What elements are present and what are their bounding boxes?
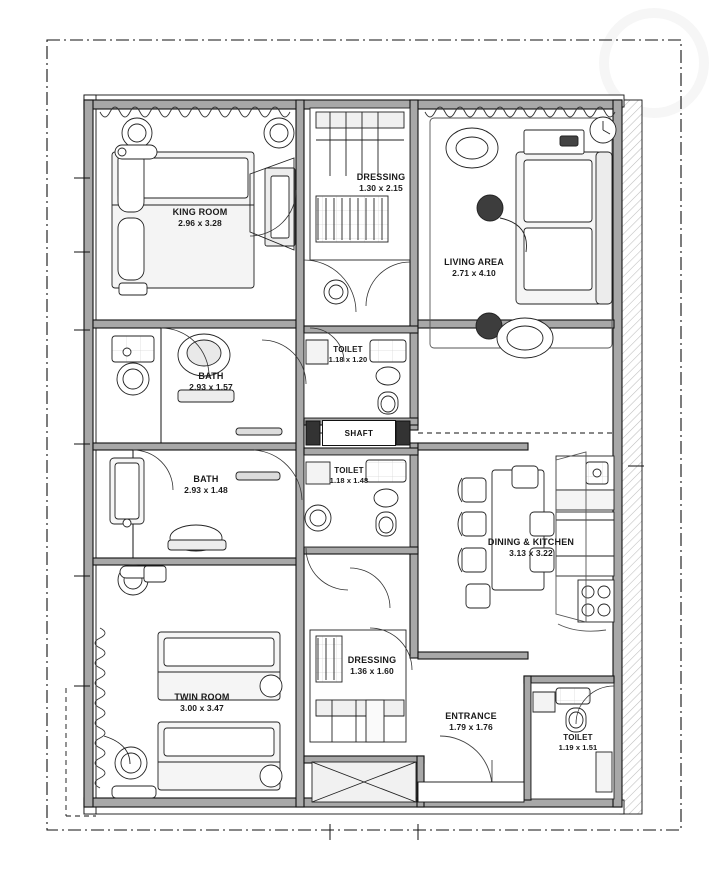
shaft-label: SHAFT — [344, 428, 374, 438]
room-name: DRESSING — [347, 655, 397, 665]
room-name: ENTRANCE — [445, 711, 497, 721]
room-dimension: 1.18 x 1.48 — [329, 476, 369, 485]
room-name: TOILET — [563, 733, 593, 742]
room-name: TOILET — [333, 345, 363, 354]
room-name: BATH — [193, 474, 219, 484]
shaft-label-box — [322, 420, 396, 446]
room-name: TOILET — [334, 466, 364, 475]
room-dimension: 2.71 x 4.10 — [452, 268, 496, 279]
room-name: BATH — [198, 371, 224, 381]
room-dimension: 1.79 x 1.76 — [449, 722, 493, 733]
room-dimension: 2.93 x 1.57 — [189, 382, 233, 393]
room-name: LIVING AREA — [444, 257, 504, 267]
room-name: KING ROOM — [172, 207, 228, 217]
room-name: TWIN ROOM — [174, 692, 230, 702]
room-name: DRESSING — [356, 172, 406, 182]
room-dimension: 1.30 x 2.15 — [359, 183, 403, 194]
room-dimension: 2.93 x 1.48 — [184, 485, 228, 496]
room-dimension: 1.19 x 1.51 — [558, 743, 598, 752]
room-dimension: 1.18 x 1.20 — [328, 355, 368, 364]
room-dimension: 1.36 x 1.60 — [350, 666, 394, 677]
room-dimension: 3.13 x 3.22 — [509, 548, 553, 559]
room-dimension: 3.00 x 3.47 — [180, 703, 224, 714]
room-dimension: 2.96 x 3.28 — [178, 218, 222, 229]
room-name: DINING & KITCHEN — [487, 537, 575, 547]
